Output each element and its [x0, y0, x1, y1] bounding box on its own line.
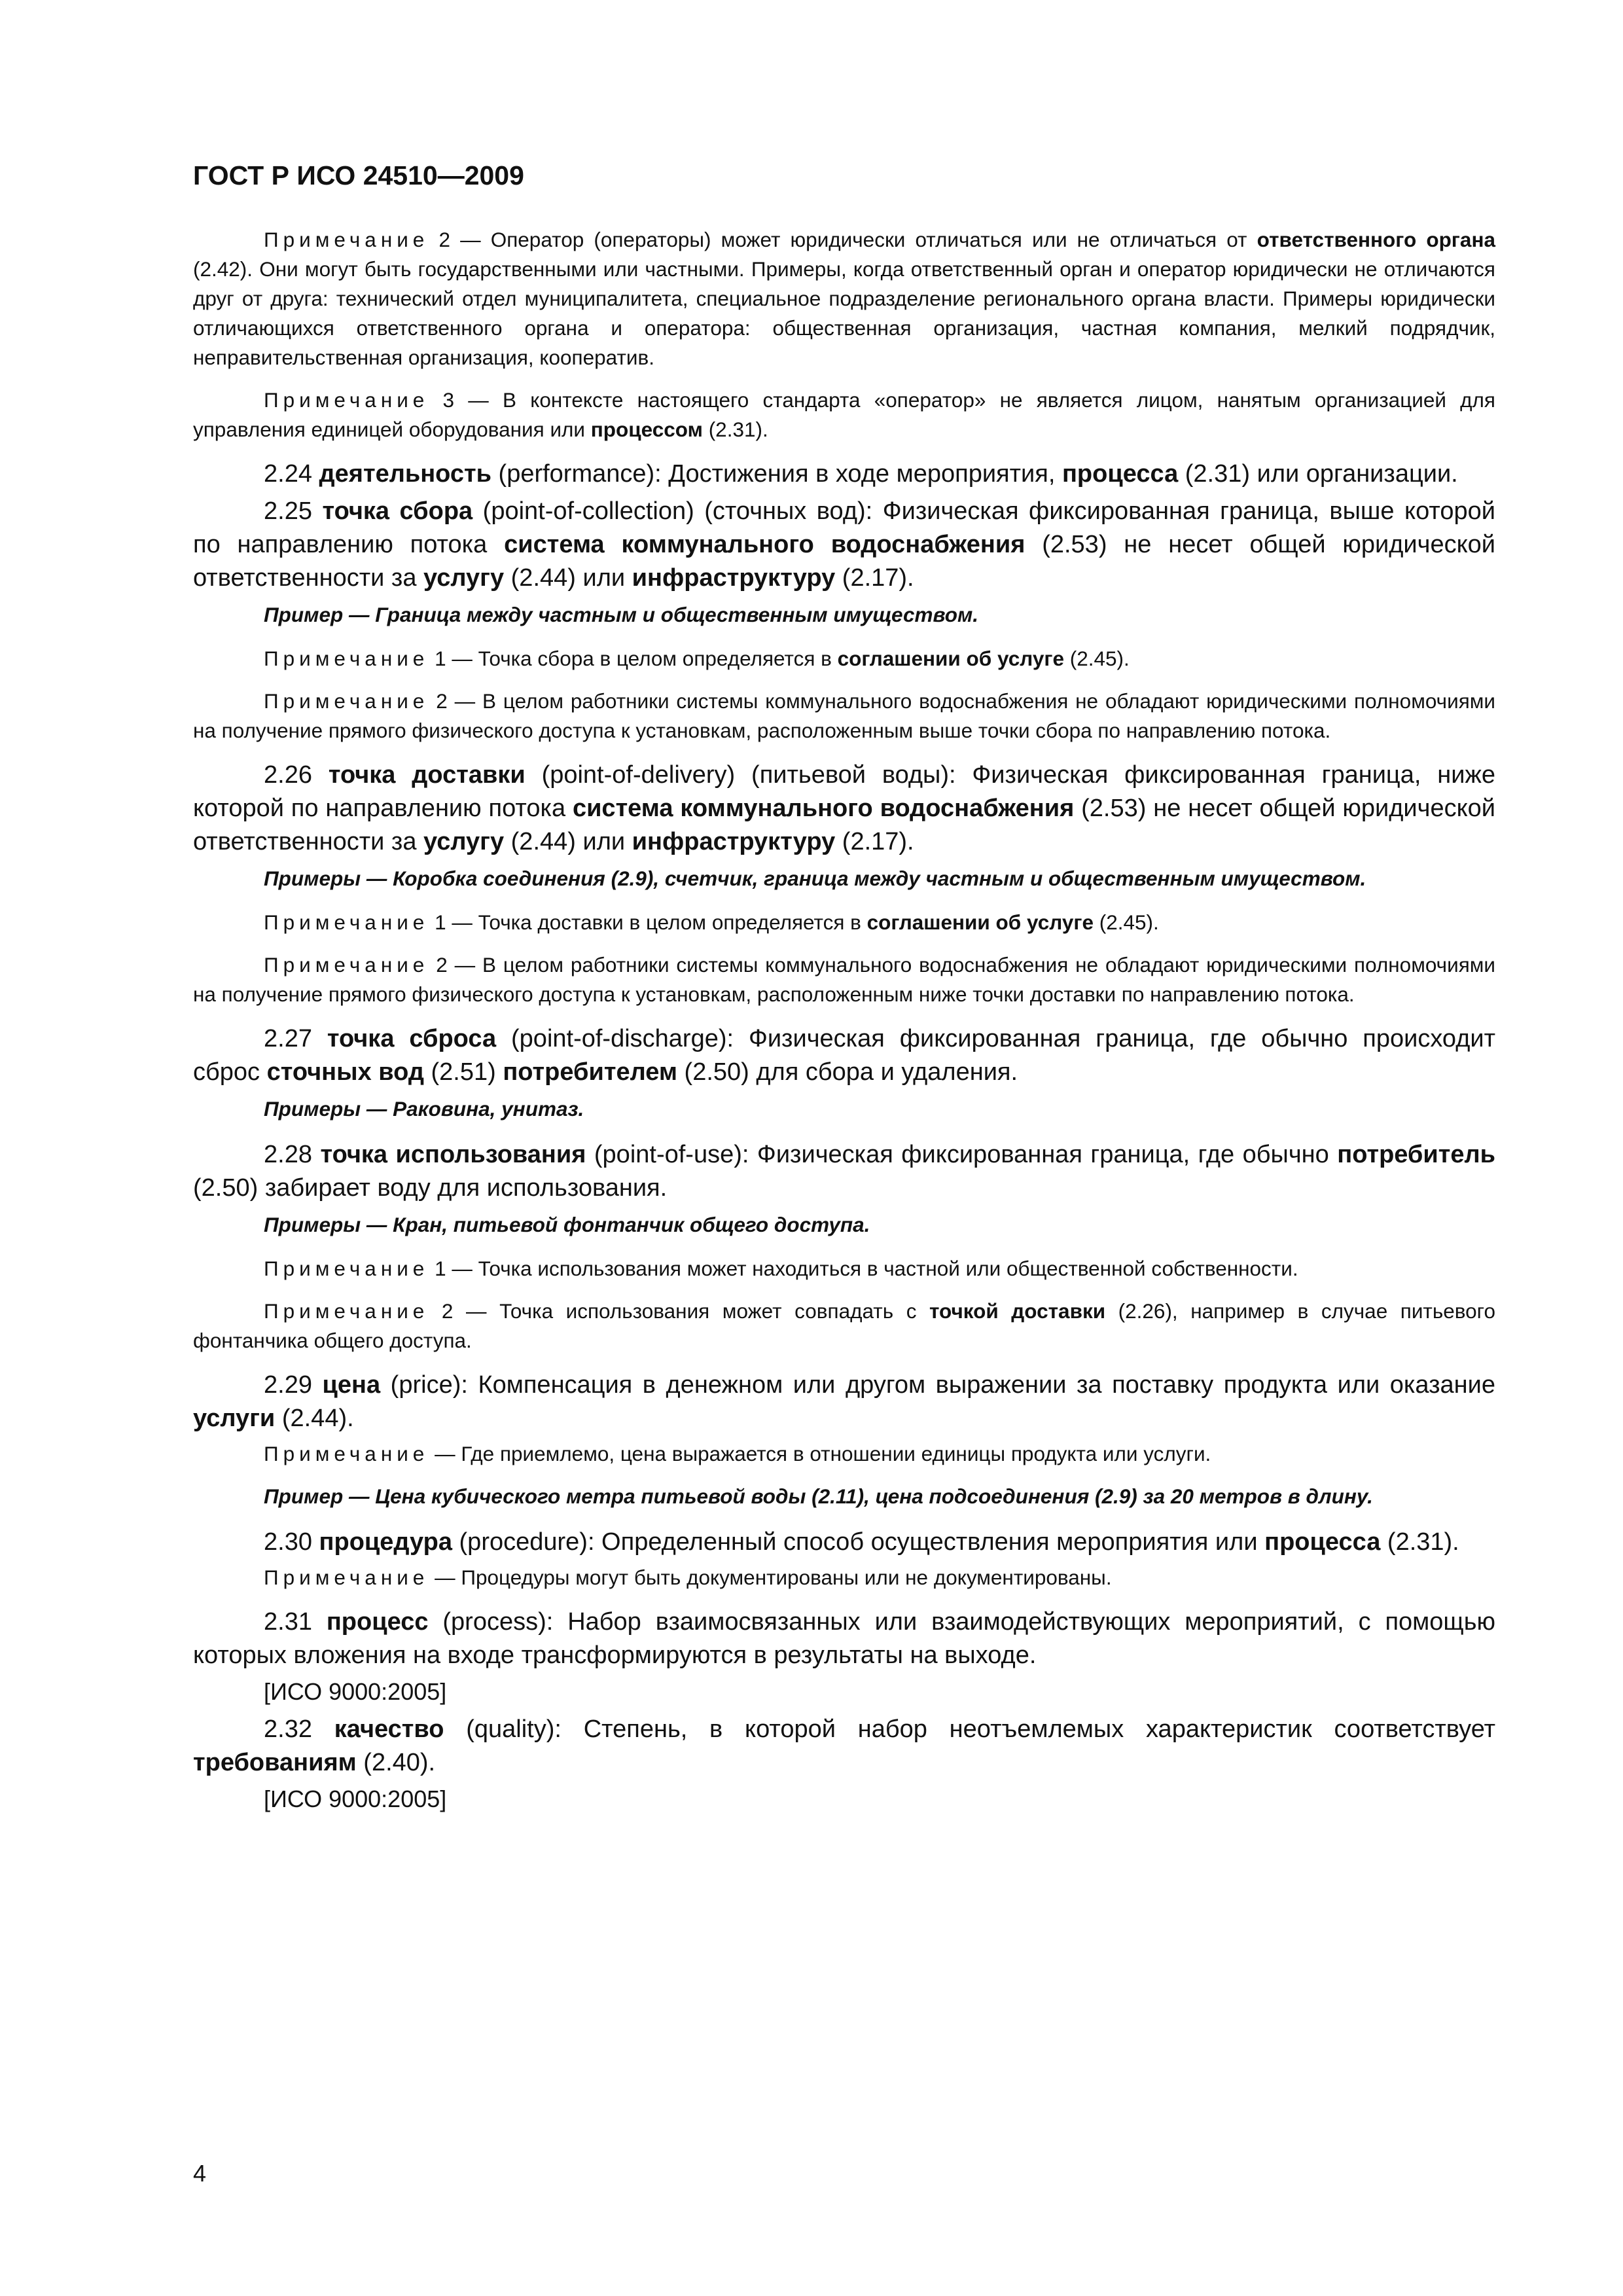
note-label: Примечание — [264, 1299, 429, 1323]
example-paragraph: Примеры — Коробка соединения (2.9), счетчик, граница между частным и общественным имуществом. — [264, 867, 1366, 890]
text-segment: (point-of-use): Физическая фиксированная граница, где обычно — [586, 1141, 1338, 1168]
text-segment: (2.53) не несет общей юридической ответственности за — [193, 531, 1495, 592]
text-segment: Точка использования может находиться в частной или общественной собственности. — [478, 1257, 1298, 1280]
text-segment: (2.17). — [835, 564, 914, 592]
text-segment: (2.40). — [356, 1749, 436, 1776]
term-number: 2.29 — [264, 1371, 312, 1399]
note-label: Примечание — [264, 647, 429, 670]
example-paragraph: Примеры — Кран, питьевой фонтанчик общего доступа. — [264, 1213, 870, 1236]
note-number: 1 — [435, 1257, 446, 1280]
text-segment: (price): Компенсация в денежном или другом выражении за поставку продукта или оказание — [380, 1371, 1495, 1399]
text-segment: (2.51) — [423, 1058, 503, 1086]
text-segment: Точка использования может совпадать с — [499, 1299, 930, 1323]
source-reference: [ИСО 9000:2005] — [264, 1678, 447, 1705]
text-segment: (point-of-discharge): Физическая фиксированная граница, где обычно происходит сброс — [193, 1025, 1496, 1086]
note-paragraph: Примечание 2 — Точка использования может совпадать с точкой доставки (2.26), например в случае питьевого фонтанчика общего доступа. — [193, 1299, 1496, 1352]
text-segment: (point-of-collection) (сточных вод): Физическая фиксированная граница, выше которой по направлению потока — [193, 497, 1495, 558]
document-header: ГОСТ Р ИСО 24510—2009 — [193, 160, 524, 190]
term-definition — [193, 1713, 1495, 1780]
term-reference: точкой доставки — [929, 1299, 1106, 1323]
note-paragraph: Примечание 1 — Точка доставки в целом определяется в соглашении об услуге (2.45). — [264, 910, 1159, 934]
text-segment: Где приемлемо, цена выражается в отношении единицы продукта или услуги. — [461, 1442, 1211, 1465]
document-body — [193, 225, 1495, 1815]
page-number: 4 — [193, 2160, 207, 2187]
term-reference: требованиям — [193, 1749, 357, 1776]
term-number: 2.24 — [264, 460, 312, 488]
term-definition — [193, 1138, 1495, 1205]
note-label: Примечание — [264, 910, 429, 934]
term-name: цена — [322, 1371, 381, 1399]
term-number: 2.32 — [264, 1715, 312, 1743]
term-name: процедура — [319, 1528, 452, 1556]
term-name: точка использования — [320, 1141, 586, 1168]
text-segment: В целом работники системы коммунального водоснабжения не обладают юридическими полномочиями на получение прямого физического доступа к установкам, расположенным выше точки сбора по направлению потока. — [193, 689, 1495, 742]
text-segment: (2.44) или — [504, 828, 632, 855]
term-number: 2.25 — [264, 497, 312, 525]
note-paragraph: Примечание — Процедуры могут быть документированы или не документированы. — [264, 1566, 1112, 1589]
text-segment: (performance): Достижения в ходе мероприятия, — [491, 460, 1062, 488]
text-segment: (2.31). — [702, 418, 768, 441]
term-name: точка сброса — [327, 1025, 497, 1052]
example-paragraph: Примеры — Раковина, унитаз. — [264, 1097, 584, 1121]
term-name: точка доставки — [328, 761, 526, 789]
term-definition — [193, 759, 1495, 859]
text-segment: (2.31). — [1380, 1528, 1459, 1556]
term-number: 2.27 — [264, 1025, 312, 1052]
note-paragraph: Примечание 2 — В целом работники системы коммунального водоснабжения не обладают юридическими полномочиями на получение прямого физического доступа к установкам, расположенным выше точки сбора по направлению потока. — [193, 689, 1495, 742]
text-segment: (process): Набор взаимосвязанных или взаимодействующих мероприятий, с помощью которых вложения на входе трансформируются в результаты на выходе. — [193, 1608, 1495, 1669]
term-number: 2.31 — [264, 1608, 312, 1636]
term-definition — [193, 457, 1495, 491]
note-number: 2 — [438, 228, 450, 251]
text-segment: (2.44). — [275, 1405, 354, 1432]
text-segment: В контексте настоящего стандарта «оператор» не является лицом, нанятым организацией для управления единицей оборудования или — [193, 388, 1495, 441]
text-segment: Процедуры могут быть документированы или не документированы. — [461, 1566, 1112, 1589]
term-definition — [193, 1526, 1495, 1559]
term-reference: инфраструктуру — [632, 564, 836, 592]
term-name: процесс — [326, 1608, 429, 1636]
term-reference: сточных вод — [266, 1058, 424, 1086]
term-definition — [193, 1605, 1495, 1672]
term-reference: услугу — [423, 564, 505, 592]
text-segment: (2.50) для сбора и удаления. — [677, 1058, 1018, 1086]
note-label: Примечание — [264, 689, 429, 713]
note-label: Примечание — [264, 388, 429, 412]
note-number: 2 — [436, 689, 448, 713]
note-paragraph: Примечание 1 — Точка сбора в целом определяется в соглашении об услуге (2.45). — [264, 647, 1130, 670]
text-segment: (2.45). — [1094, 910, 1159, 934]
term-reference: система коммунального водоснабжения — [504, 531, 1026, 558]
note-number: 3 — [442, 388, 455, 412]
term-name: точка сбора — [322, 497, 473, 525]
text-segment: (2.17). — [835, 828, 914, 855]
term-reference: услугу — [423, 828, 505, 855]
text-segment: (2.53) не несет общей юридической ответственности за — [193, 795, 1495, 855]
example-paragraph: Пример — Цена кубического метра питьевой воды (2.11), цена подсоединения (2.9) за 20 метров в длину. — [264, 1484, 1373, 1508]
term-reference: процесса — [1061, 460, 1179, 488]
term-definition — [193, 1022, 1495, 1089]
term-reference: система коммунального водоснабжения — [572, 795, 1075, 822]
term-reference: процесса — [1264, 1528, 1381, 1556]
note-paragraph: Примечание 2 — В целом работники системы коммунального водоснабжения не обладают юридическими полномочиями на получение прямого физического доступа к установкам, расположенным ниже точки доставки по направлению потока. — [193, 953, 1495, 1006]
note-number: 2 — [441, 1299, 454, 1323]
term-reference: соглашении об услуге — [837, 647, 1064, 670]
note-paragraph: Примечание — Где приемлемо, цена выражается в отношении единицы продукта или услуги. — [264, 1442, 1211, 1465]
term-name: деятельность — [319, 460, 491, 488]
note-number: 1 — [435, 647, 446, 670]
note-paragraph: Примечание 3 — В контексте настоящего стандарта «оператор» не является лицом, нанятым организацией для управления единицей оборудования или процессом (2.31). — [193, 388, 1495, 441]
term-reference: потребитель — [1337, 1141, 1495, 1168]
text-segment: (2.31) или организации. — [1178, 460, 1458, 488]
term-definition — [193, 1369, 1495, 1435]
text-segment: (2.50) забирает воду для использования. — [193, 1174, 668, 1202]
note-label: Примечание — [264, 1257, 429, 1280]
text-segment: (2.44) или — [504, 564, 632, 592]
term-reference: услуги — [193, 1405, 276, 1432]
text-segment: (2.26), например в случае питьевого фонтанчика общего доступа. — [193, 1299, 1496, 1352]
term-number: 2.30 — [264, 1528, 312, 1556]
example-paragraph: Пример — Граница между частным и общественным имуществом. — [264, 603, 979, 626]
text-segment: (2.42). Они могут быть государственными или частными. Примеры, когда ответственный орган и оператор юридически не отличаются друг от друга: технический отдел муниципалитета, специальное подразделение регионального органа власти. Примеры юридически отличающихся ответственного органа и оператора: общественная организация, частная компания, мелкий подрядчик, неправительственная организация, кооператив. — [193, 257, 1495, 369]
term-reference: процессом — [590, 418, 703, 441]
note-label: Примечание — [264, 1442, 429, 1465]
text-segment: (quality): Степень, в которой набор неотъемлемых характеристик соответствует — [444, 1715, 1495, 1743]
note-number: 1 — [435, 910, 446, 934]
text-segment: Точка сбора в целом определяется в — [478, 647, 838, 670]
term-reference: ответственного органа — [1257, 228, 1495, 251]
term-number: 2.26 — [264, 761, 312, 789]
document-page — [193, 160, 1495, 1820]
term-reference: инфраструктуру — [632, 828, 836, 855]
text-segment: (procedure): Определенный способ осуществления мероприятия или — [452, 1528, 1265, 1556]
text-segment: (point-of-delivery) (питьевой воды): Физическая фиксированная граница, ниже которой по направлению потока — [193, 761, 1495, 822]
term-reference: соглашении об услуге — [866, 910, 1094, 934]
term-definition — [193, 495, 1495, 595]
term-reference: потребителем — [503, 1058, 677, 1086]
note-label: Примечание — [264, 953, 429, 977]
text-segment: (2.45). — [1064, 647, 1130, 670]
note-paragraph: Примечание 1 — Точка использования может находиться в частной или общественной собственности. — [264, 1257, 1298, 1280]
note-number: 2 — [436, 953, 448, 977]
note-paragraph: Примечание 2 — Оператор (операторы) может юридически отличаться или не отличаться от ответственного органа (2.42). Они могут быть государственными или частными. Примеры, когда ответственный орган и оператор юридически не отличаются друг от друга: технический отдел муниципалитета, специальное подразделение регионального органа власти. Примеры юридически отличающихся ответственного органа и оператора: общественная организация, частная компания, мелкий подрядчик, неправительственная организация, кооператив. — [193, 228, 1495, 369]
term-name: качество — [334, 1715, 444, 1743]
source-reference: [ИСО 9000:2005] — [264, 1785, 447, 1812]
note-label: Примечание — [264, 228, 429, 251]
term-number: 2.28 — [264, 1141, 312, 1168]
text-segment: Точка доставки в целом определяется в — [478, 910, 867, 934]
text-segment: В целом работники системы коммунального водоснабжения не обладают юридическими полномочиями на получение прямого физического доступа к установкам, расположенным ниже точки доставки по направлению потока. — [193, 953, 1495, 1006]
note-label: Примечание — [264, 1566, 429, 1589]
text-segment: Оператор (операторы) может юридически отличаться или не отличаться от — [490, 228, 1257, 251]
